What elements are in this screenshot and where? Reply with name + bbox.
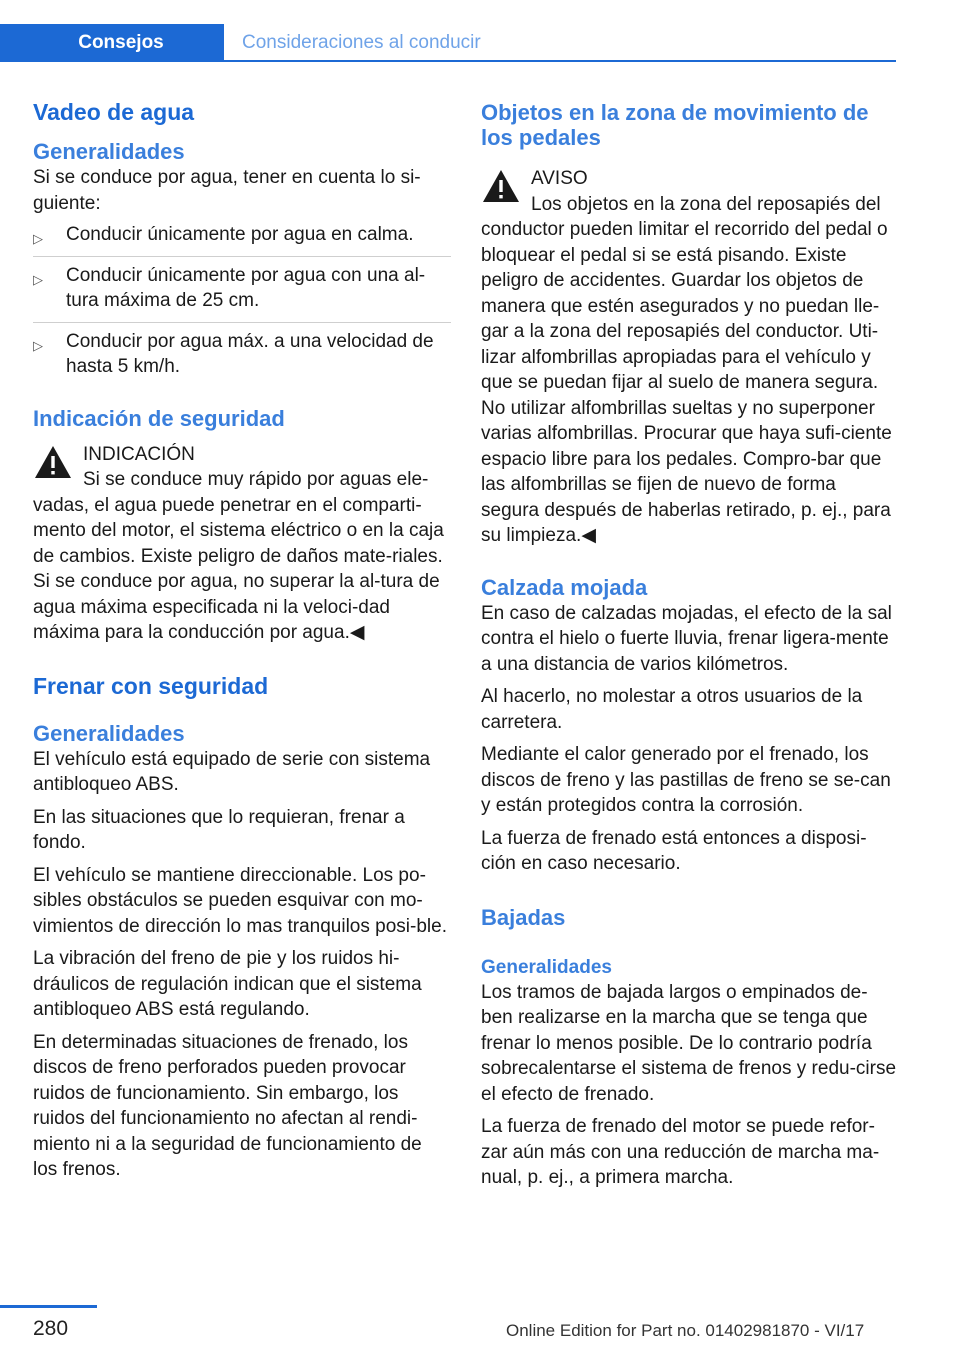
warning-triangle-icon: [33, 444, 73, 480]
warning-triangle-icon: [481, 168, 521, 204]
paragraph: La vibración del freno de pie y los ruidos hi-dráulicos de regulación indican que el sistema antibloqueo ABS está regulando.: [33, 948, 422, 1020]
footer-rule: [0, 1305, 97, 1308]
paragraph: El vehículo se mantiene direccionable. Los po-sibles obstáculos se pueden esquivar con mo-vimientos de dirección lo mas tranquilos posi-ble.: [33, 864, 447, 937]
warning-text: conductor pueden limitar el recorrido del pedal o bloquear el pedal si se está pisando. Existe peligro de accidentes. Guardar los objetos de manera que estén asegurados y no puedan lle-gar a la zona del reposapiés del conductor. Uti-lizar alfombrillas apropiadas para el vehículo y que se puedan fijar al suelo de manera segura. No utilizar alfombrillas sueltas y no superponer varias alfombrillas. Procurar que haya sufi-ciente espacio libre para los pedales. Compro-bar que las alfombrillas se fijen de nuevo de forma segura después de haberlas retirado, p. ej., para su limpieza.◀: [481, 219, 892, 546]
list-item: [33, 323, 451, 388]
warning-block: [33, 442, 451, 646]
left-column: [33, 100, 451, 1183]
warning-label: AVISO: [531, 168, 588, 189]
warning-block: [481, 166, 899, 549]
paragraph: Los tramos de bajada largos o empinados de-ben realizarse en la marcha que se tenga que frenar lo menos posible. De lo contrario podría sobrecalentarse el sistema de frenos y redu-cirse el efecto de frenado.: [481, 981, 897, 1105]
right-column: [481, 100, 899, 1191]
section-title-downhill: Bajadas: [481, 904, 566, 930]
subsection-title-general: Generalidades: [33, 720, 185, 746]
warning-text-first-line: Los objetos en la zona del reposapiés del: [531, 193, 881, 215]
warning-label: INDICACIÓN: [83, 443, 195, 465]
triangle-right-icon: ▷: [33, 231, 43, 246]
list-item-text: Conducir únicamente por agua con una al-tura máxima de 25 cm.: [66, 264, 426, 311]
paragraph: La fuerza de frenado está entonces a disposi-ción en caso necesario.: [481, 827, 867, 874]
triangle-right-icon: ▷: [33, 337, 43, 353]
list-item-text: Conducir por agua máx. a una velocidad de hasta 5 km/h.: [66, 330, 434, 377]
paragraph: La fuerza de frenado del motor se puede refor-zar aún más con una reducción de marcha ma-nual, p. ej., a primera marcha.: [481, 1116, 880, 1188]
edition-note: Online Edition for Part no. 01402981870 - VI/17: [506, 1321, 865, 1340]
paragraph: Al hacerlo, no molestar a otros usuarios de la carretera.: [481, 686, 863, 733]
subsection-title-general: Generalidades: [481, 956, 612, 978]
warning-text: vadas, el agua puede penetrar en el comparti-mento del motor, el sistema eléctrico o en la caja de cambios. Existe peligro de daños mate-riales. Si se conduce por agua, no superar la al-tura de agua máxima especificada ni la veloci-dad máxima para la conducción por agua.◀: [33, 494, 444, 643]
section-title-braking: Frenar con seguridad: [33, 672, 269, 699]
paragraph: En caso de calzadas mojadas, el efecto de la sal contra el hielo o fuerte lluvia, frenar ligera-mente a una distancia de varios kilómetros.: [481, 602, 892, 675]
paragraph: En las situaciones que lo requieran, frenar a fondo.: [33, 806, 405, 853]
paragraph: Mediante el calor generado por el frenado, los discos de freno y las pastillas de freno se se-can y están protegidos contra la corrosión.: [481, 744, 891, 816]
chapter-tab[interactable]: Consideraciones al conducir: [242, 32, 481, 53]
page-number: 280: [33, 1317, 69, 1340]
bullet-list: [33, 216, 451, 388]
paragraph: En determinadas situaciones de frenado, los discos de freno perforados pueden provocar ruidos de funcionamiento. Sin embargo, los ruidos del funcionamiento no afectan al rendi-miento ni a la seguridad de funcionamiento de los frenos.: [33, 1031, 422, 1180]
subsection-title-safety: Indicación de seguridad: [33, 405, 285, 431]
section-title-pedals: Objetos en la zona de movimiento de los pedales: [481, 100, 869, 150]
subsection-title-general: Generalidades: [33, 139, 185, 164]
paragraph: El vehículo está equipado de serie con sistema antibloqueo ABS.: [33, 748, 431, 795]
header-rule: [224, 60, 896, 62]
list-item-text: Conducir únicamente por agua en calma.: [66, 224, 414, 245]
list-item: [33, 216, 451, 257]
section-tab[interactable]: Consejos: [0, 24, 224, 62]
section-title-wet-road: Calzada mojada: [481, 574, 648, 600]
warning-text-first-line: Si se conduce muy rápido por aguas ele-: [83, 469, 429, 490]
paragraph: Si se conduce por agua, tener en cuenta lo si-guiente:: [33, 167, 421, 214]
triangle-right-icon: ▷: [33, 271, 43, 287]
page-header: [0, 0, 960, 64]
list-item: [33, 257, 451, 323]
section-title-water: Vadeo de agua: [33, 99, 195, 125]
